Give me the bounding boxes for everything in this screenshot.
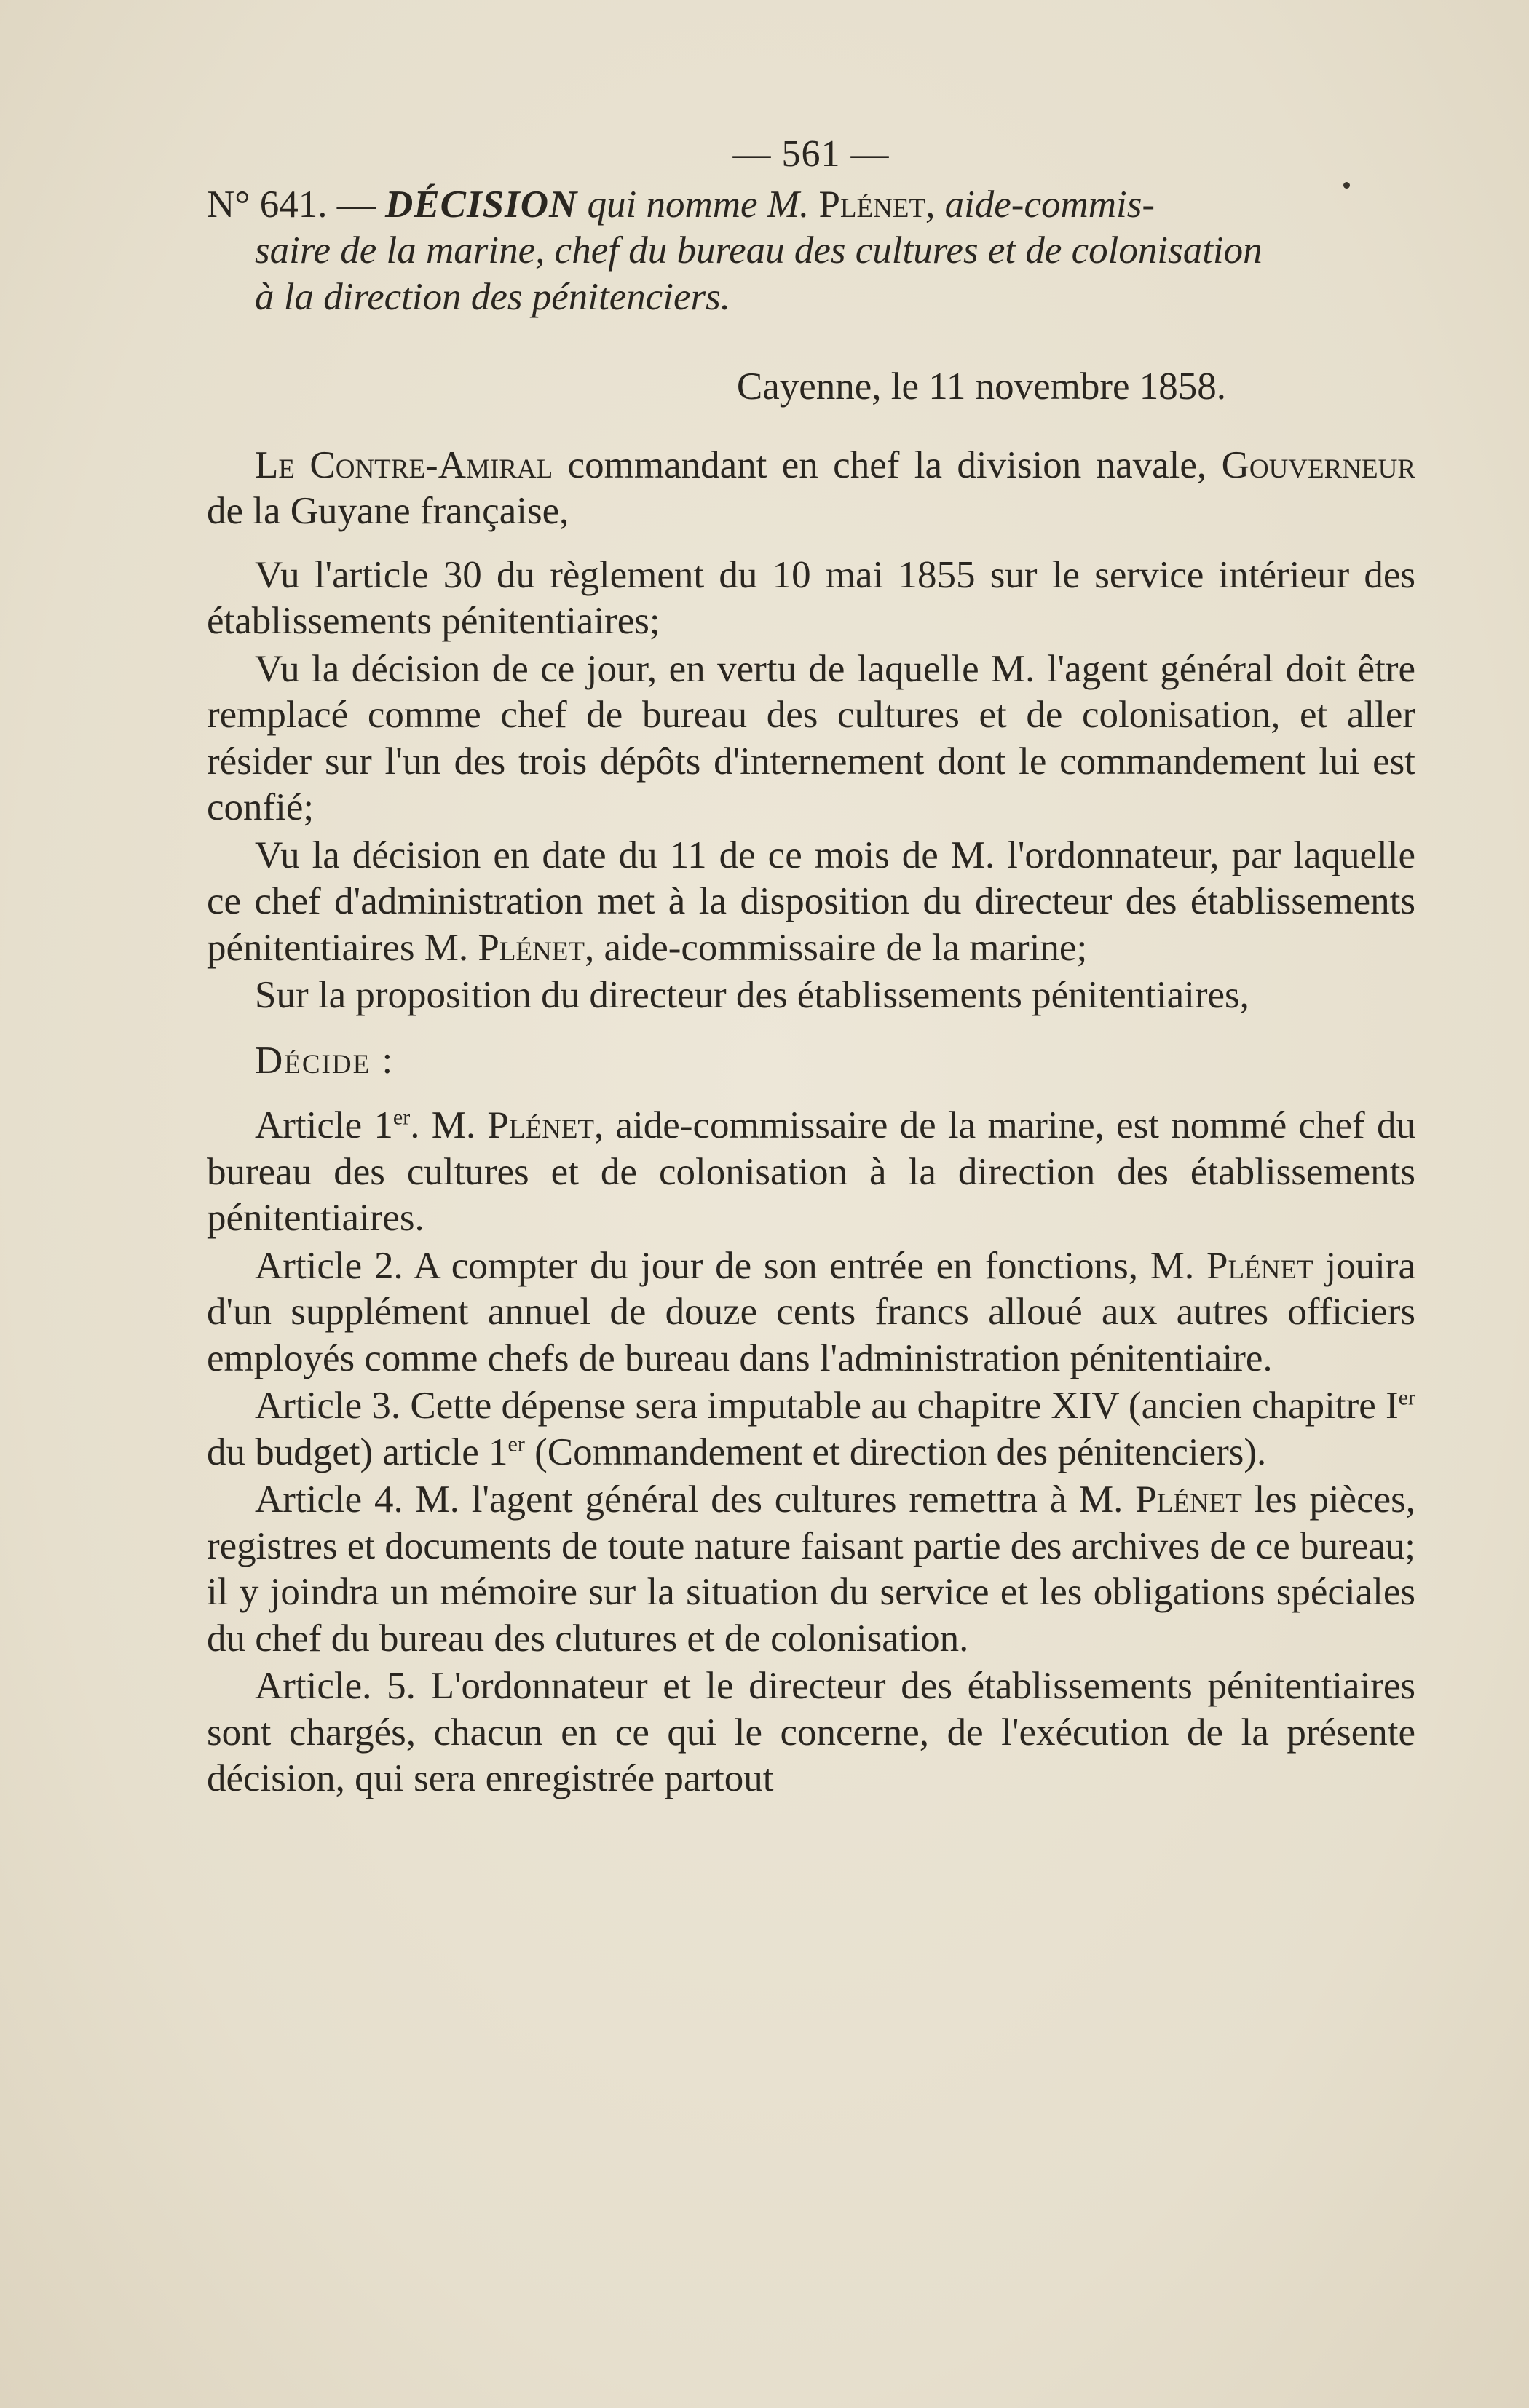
article-1-name: Plénet	[487, 1104, 595, 1146]
article-2	[207, 1243, 1415, 1382]
heading-name: Plénet	[818, 183, 926, 226]
article-3-sup-2: er	[507, 1431, 525, 1456]
decision-number: N° 641.	[207, 183, 328, 226]
sur-paragraph: Sur la proposition du directeur des établissements pénitentiaires,	[255, 974, 1249, 1016]
vu-3-name: Plénet	[478, 926, 585, 969]
article-2-before: Article 2. A compter du jour de son entrée en fonctions, M.	[255, 1244, 1206, 1287]
article-1-label: Article 1	[255, 1104, 393, 1146]
article-4-after: les pièces, registres et documents de toute nature faisant partie des archives de ce bureau; il y joindra un mémoire sur la situation du service et les obligations spéciales du chef du bureau des clutures et de colonisation.	[207, 1478, 1416, 1660]
vu-3-after: , aide-commissaire de la marine;	[584, 926, 1088, 969]
heading-line-2: saire de la marine, chef du bureau des cultures et de colonisation	[255, 229, 1263, 272]
heading-text-a: qui nomme M.	[587, 183, 810, 226]
article-5: Article. 5. L'ordonnateur et le directeur des établissements pénitentiaires sont chargés, chacun en ce qui le concerne, de l'exécution de la présente décision, qui sera enregistrée partout	[207, 1665, 1415, 1799]
vu-3-before: Vu la décision en date du 11 de ce mois de M. l'ordonnateur, par laquelle ce chef d'administration met à la disposition du directeur des établissements pénitentiaires M.	[207, 833, 1415, 969]
authority-text-2: de la Guyane française,	[207, 490, 569, 532]
heading-line-3: à la direction des pénitenciers.	[255, 275, 731, 318]
article-1	[207, 1103, 1415, 1242]
article-3	[207, 1383, 1415, 1476]
authority-title-2: Gouverneur	[1221, 443, 1416, 486]
article-2-after: jouira d'un supplément annuel de douze cents francs alloué aux autres officiers employés comme chefs de bureau dans l'administration pénitentiaire.	[207, 1244, 1416, 1379]
heading-text-b: , aide-commis-	[925, 183, 1155, 226]
authority-text-1: commandant en chef la division navale,	[553, 443, 1207, 486]
authority-paragraph	[207, 443, 1415, 535]
vu-paragraph-2: Vu la décision de ce jour, en vertu de laquelle M. l'agent général doit être remplacé comme chef de bureau des cultures et de colonisation, et aller résider sur l'un des trois dépôts d'internement dont le commandement lui est confié;	[207, 647, 1415, 828]
decision-heading	[207, 182, 1415, 229]
article-3-a: Article 3. Cette dépense sera imputable au chapitre XIV (ancien chapitre I	[255, 1385, 1399, 1427]
vu-paragraph-3	[207, 833, 1415, 972]
article-3-c: (Commandement et direction des pénitenciers).	[524, 1430, 1267, 1473]
article-4-before: Article 4. M. l'agent général des cultures remettra à M.	[255, 1478, 1136, 1521]
vu-paragraph-1: Vu l'article 30 du règlement du 10 mai 1855 sur le service intérieur des établissements pénitentiaires;	[207, 553, 1415, 642]
heading-dash: —	[336, 183, 376, 226]
article-1-mid: . M.	[410, 1104, 488, 1146]
article-1-sup: er	[392, 1105, 411, 1130]
article-3-sup-1: er	[1398, 1385, 1415, 1410]
decide-heading: Décide :	[255, 1039, 395, 1082]
article-2-name: Plénet	[1206, 1244, 1313, 1287]
place-date: Cayenne, le 11 novembre 1858.	[736, 365, 1226, 408]
decision-keyword: DÉCISION	[384, 183, 578, 226]
article-4	[207, 1477, 1415, 1662]
article-3-b: du budget) article 1	[207, 1430, 508, 1473]
page-number: — 561 —	[732, 133, 890, 175]
article-1-after: , aide-commissaire de la marine, est nommé chef du bureau des cultures et de colonisation à la direction des établissements pénitentiaires.	[207, 1104, 1415, 1239]
authority-title-1: Le Contre-Amiral	[255, 443, 553, 486]
document-body	[207, 131, 1415, 1804]
article-4-name: Plénet	[1135, 1478, 1242, 1521]
